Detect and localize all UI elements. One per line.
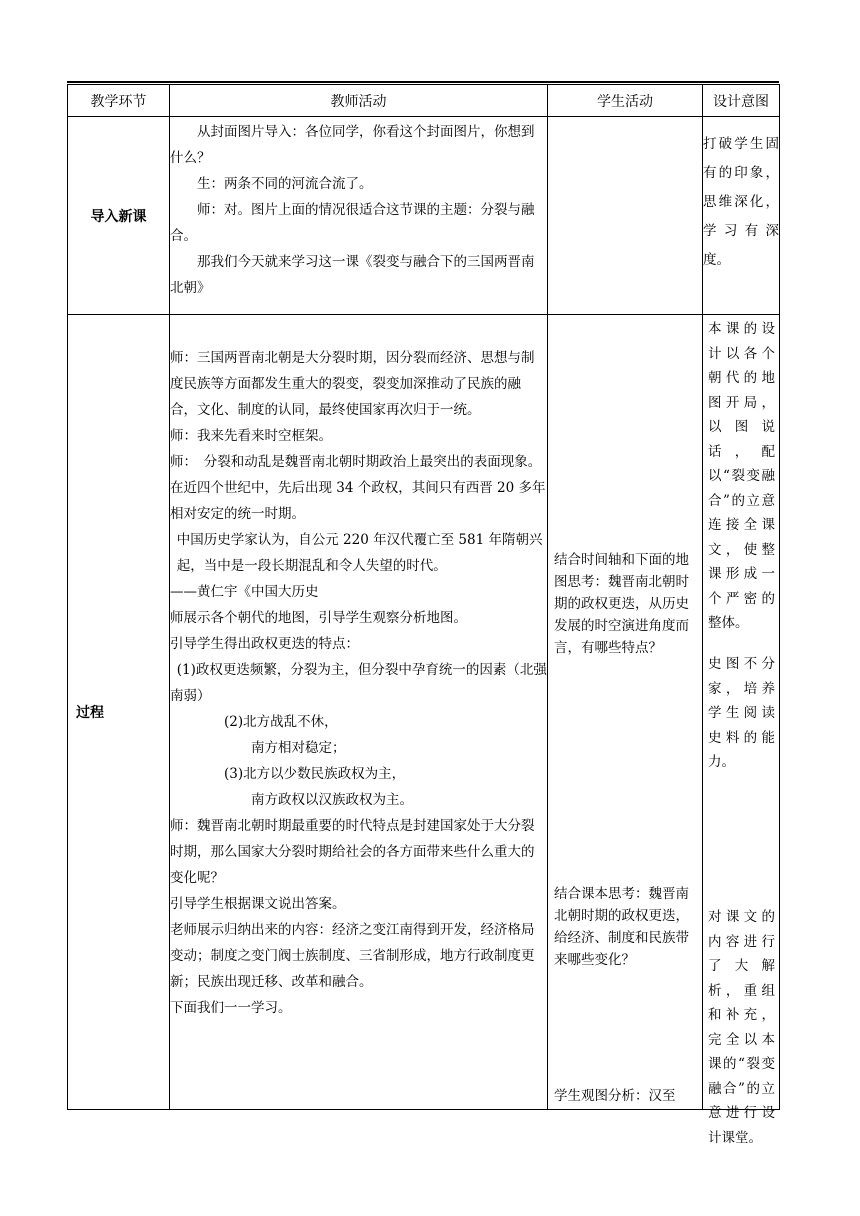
header-intent: 设计意图	[703, 85, 780, 117]
process-teacher-line: (1)政权更迭频繁，分裂为主，但分裂中孕育统一的因素（北强南弱）	[170, 662, 547, 704]
intro-teacher-line: 那我们今天就来学习这一课《裂变与融合下的三国两晋南北朝》	[170, 254, 535, 296]
process-teacher-line: (3)北方以少数民族政权为主，	[224, 766, 406, 782]
process-student-note: 学生观图分析：汉至	[554, 1088, 676, 1104]
process-teacher-line: 师： 分裂和动乱是魏晋南北朝时期政治上最突出的表面现象。在近四个世纪中，先后出现 34 个政权，其间只有西晋 20 多年相对安定的统一时期。	[170, 454, 546, 522]
intro-teacher-line: 生：两条不同的河流合流了。	[197, 176, 373, 192]
process-teacher-line: 老师展示归纳出来的内容：经济之变江南得到开发，经济格局变动；制度之变门阀士族制度、三省制形成，地方行政制度更新；民族出现迁移、改革和融合。	[170, 922, 535, 990]
intro-student	[548, 117, 703, 315]
top-rule	[67, 81, 779, 83]
header-row	[68, 85, 780, 117]
process-teacher-line: 南方相对稳定；	[251, 740, 346, 756]
process-student-note: 结合课本思考：魏晋南北朝时期的政权更迭，给经济、制度和民族带来哪些变化？	[554, 886, 689, 968]
process-teacher-line: 师：魏晋南北朝时期最重要的时代特点是封建国家处于大分裂时期，那么国家大分裂时期给社会的各方面带来些什么重大的变化呢？	[170, 818, 535, 886]
process-student-note: 结合时间轴和下面的地图思考：魏晋南北朝时期的政权更迭，从历史发展的时空演进角度而言，有哪些特点？	[554, 552, 689, 656]
process-intent	[703, 315, 780, 1146]
process-student	[548, 315, 703, 1110]
header-student: 学生活动	[548, 85, 703, 117]
process-teacher	[170, 315, 548, 1110]
process-teacher-line: 中国历史学家认为，自公元 220 年汉代覆亡至 581 年隋朝兴起，当中是一段长期混乱和令人失望的时代。	[176, 532, 543, 574]
process-teacher-line: 师展示各个朝代的地图，引导学生观察分析地图。	[170, 610, 467, 626]
intro-teacher	[170, 117, 548, 315]
process-intent-note: 本课的设计以各个朝代的地图开局，以图说话，配以“裂变融合”的立意连接全课文，使整课形成一个严密的整体。	[708, 321, 775, 631]
process-intent-note: 对课文的内容进行了大解析，重组和补充，完全以本课的“裂变融合”的立意进行设计课堂。	[708, 909, 775, 1146]
intro-teacher-line: 师：对。图片上面的情况很适合这节课的主题：分裂与融合。	[170, 202, 535, 244]
intro-stage: 导入新课	[68, 117, 170, 315]
header-stage: 教学环节	[68, 85, 170, 117]
process-intent-note: 史图不分家，培养学生阅读史料的能力。	[708, 656, 775, 770]
process-teacher-line: 南方政权以汉族政权为主。	[251, 792, 413, 808]
process-teacher-line: ——黄仁宇《中国大历史	[170, 584, 319, 600]
intro-teacher-line: 从封面图片导入：各位同学，你看这个封面图片，你想到什么？	[170, 124, 535, 166]
intro-row	[68, 117, 780, 315]
process-teacher-line: (2)北方战乱不休，	[224, 714, 338, 730]
process-teacher-line: 引导学生得出政权更迭的特点：	[170, 636, 359, 652]
header-teacher: 教师活动	[170, 85, 548, 117]
process-teacher-line: 师：我来先看来时空框架。	[170, 428, 332, 444]
process-teacher-line: 下面我们一一学习。	[170, 1000, 292, 1016]
process-teacher-line: 引导学生根据课文说出答案。	[170, 896, 346, 912]
process-row	[68, 315, 780, 1110]
intro-intent: 打破学生固有的印象，思维深化，学习有深度。	[703, 117, 780, 315]
process-teacher-line: 师：三国两晋南北朝是大分裂时期，因分裂而经济、思想与制度民族等方面都发生重大的裂变，裂变加深推动了民族的融合，文化、制度的认同，最终使国家再次归于一统。	[170, 350, 535, 418]
process-stage: 过程	[68, 315, 170, 1110]
lesson-plan-table	[67, 84, 780, 1146]
